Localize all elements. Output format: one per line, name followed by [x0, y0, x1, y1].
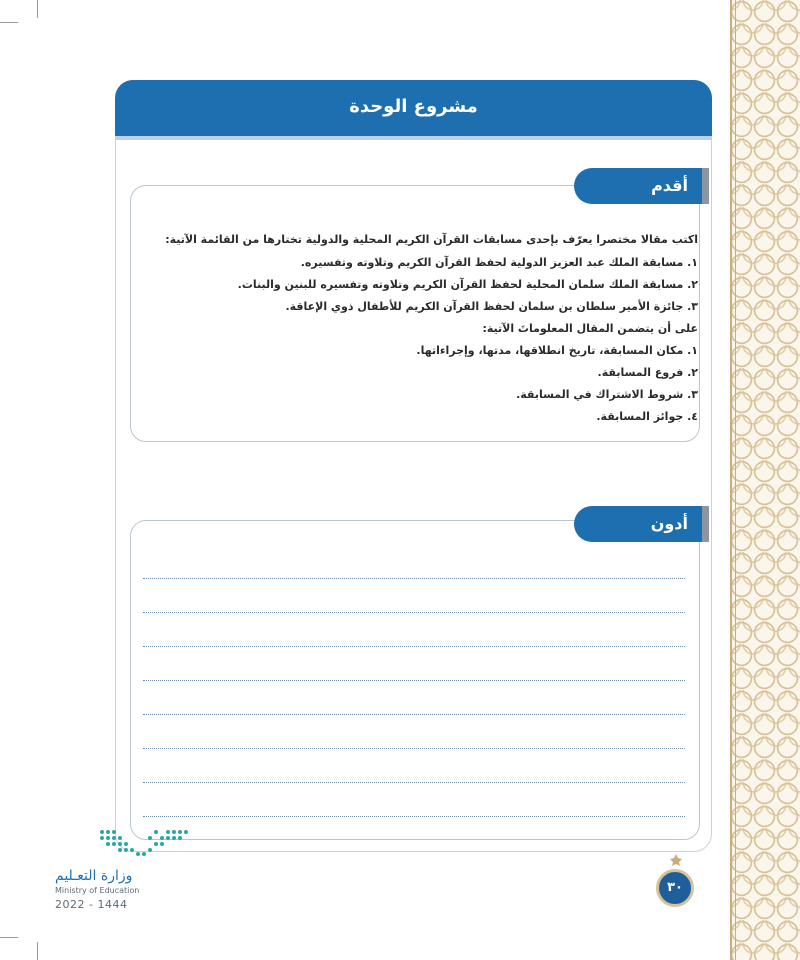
note-line[interactable] [143, 748, 685, 749]
crop-mark [37, 0, 38, 18]
panel-header [115, 80, 712, 140]
project-heading: أقدم مشروعاً [574, 168, 702, 204]
requirement-item: ٤. جوائز المسابقة. [596, 410, 698, 423]
notes-heading: أدون ملاحظاتي [574, 506, 702, 542]
note-line[interactable] [143, 646, 685, 647]
tab-end-marker [702, 506, 709, 542]
ornament-icon [669, 854, 683, 870]
requirement-item: ٢. فروع المسابقة. [597, 366, 698, 379]
crop-mark [0, 937, 18, 938]
project-intro: اكتب مقالا مختصرا يعرّف بإحدى مسابقات القرآن الكريم المحلية والدولية تختارها من القائمة الآتية: [165, 233, 698, 246]
requirement-item: ٣. شروط الاشتراك في المسابقة. [516, 388, 698, 401]
ministry-logo-icon [98, 826, 190, 862]
note-line[interactable] [143, 680, 685, 681]
crop-mark [37, 942, 38, 960]
requirements-intro: على أن يتضمن المقال المعلوماتَ الآتية: [482, 322, 698, 335]
competition-item: ٣. جائزة الأمير سلطان بن سلمان لحفظ القرآن الكريم للأطفال ذوي الإعاقة. [285, 300, 698, 313]
crop-mark [0, 22, 18, 23]
project-content [140, 233, 698, 433]
decorative-border [730, 0, 800, 960]
tab-end-marker [702, 168, 709, 204]
page-number: ٣٠ [656, 869, 694, 907]
ministry-name-en: Ministry of Education [55, 886, 140, 895]
competition-item: ٢. مسابقة الملك سلمان المحلية لحفظ القرآن الكريم وتلاوته وتفسيره للبنين والبنات. [237, 278, 698, 291]
note-line[interactable] [143, 578, 685, 579]
note-line[interactable] [143, 816, 685, 817]
ministry-name-ar: وزارة التعـليم [55, 868, 133, 884]
note-line[interactable] [143, 782, 685, 783]
unit-title: مشروع الوحدة [349, 96, 478, 117]
requirement-item: ١. مكان المسابقة، تاريخ انطلاقها، مدتها، وإجراءاتها. [416, 344, 698, 357]
note-line[interactable] [143, 714, 685, 715]
note-line[interactable] [143, 612, 685, 613]
border-line [735, 0, 736, 960]
competition-item: ١. مسابقة الملك عبد العزيز الدولية لحفظ القرآن الكريم وتلاوته وتفسيره. [300, 256, 698, 269]
border-line [730, 0, 732, 960]
edition-year: 2022 - 1444 [55, 898, 128, 911]
